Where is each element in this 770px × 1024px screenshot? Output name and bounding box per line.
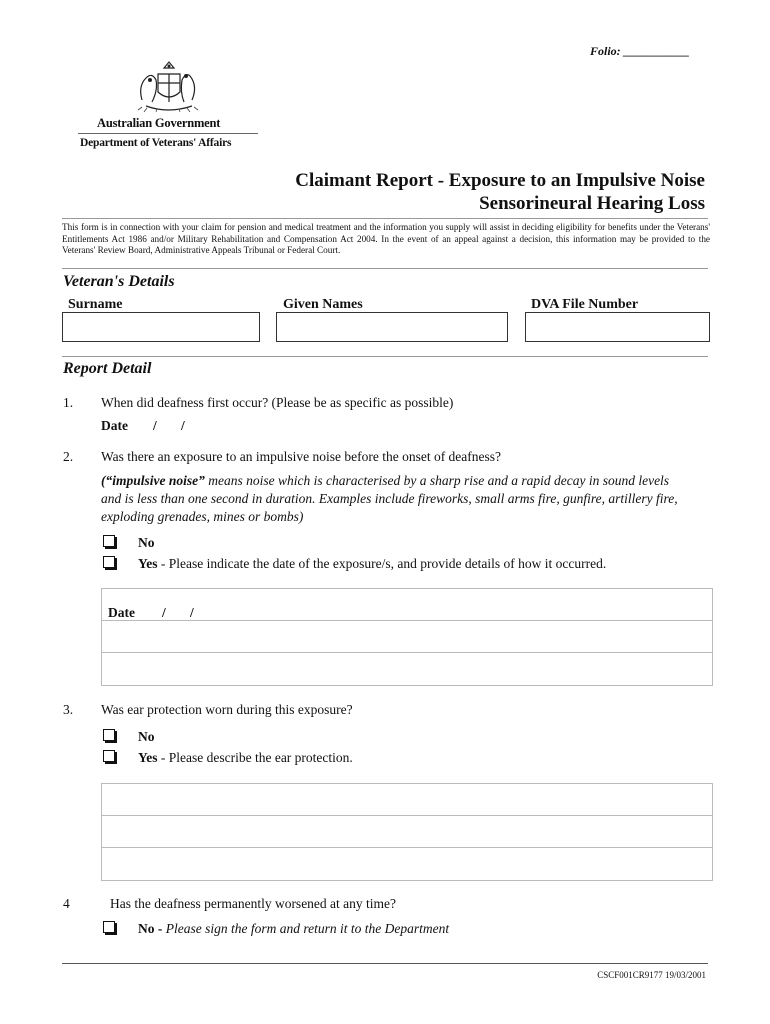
title-divider: [62, 218, 708, 219]
definition-term: (“impulsive noise”: [101, 473, 205, 488]
question-3-number: 3.: [63, 702, 74, 717]
section-divider: [62, 356, 708, 357]
question-2-number: 2.: [63, 449, 74, 464]
q3-no-label: No: [138, 729, 155, 744]
table-row[interactable]: [102, 784, 712, 816]
form-subtitle: Sensorineural Hearing Loss: [479, 193, 705, 214]
question-3-text: Was ear protection worn during this exposure?: [101, 702, 353, 717]
q3-yes-checkbox[interactable]: [103, 750, 115, 762]
table-row[interactable]: [102, 589, 712, 621]
question-1-text: When did deafness first occur? (Please be as specific as possible): [101, 395, 454, 410]
surname-label: Surname: [68, 297, 123, 312]
surname-field[interactable]: [62, 312, 260, 342]
q2-yes-label: Yes: [138, 556, 158, 571]
question-4-text: Has the deafness permanently worsened at any time?: [110, 896, 397, 911]
q2-no-checkbox[interactable]: [103, 535, 115, 547]
exposure-date-label: Date: [108, 605, 135, 620]
table-row[interactable]: [102, 653, 712, 685]
coat-of-arms-logo: [128, 60, 210, 118]
form-code: CSCF001CR9177 19/03/2001: [597, 970, 706, 980]
intro-text: This form is in connection with your claim for pension and medical treatment and the information you supply will assist in deciding eligibility for benefits under the Veterans' Entitlements Act 1986 and/or Military Rehabilitation and Compensation Act 2004. In the event of an appeal against a decision, this information may be provided to the Veterans' Review Board, Administrative Appeals Tribunal or Federal Court.: [62, 222, 710, 255]
folio-label: Folio: ___________: [590, 44, 690, 58]
q2-yes-checkbox[interactable]: [103, 556, 115, 568]
given-names-field[interactable]: [276, 312, 508, 342]
footer-divider: [62, 963, 708, 964]
date-separator: /: [190, 605, 194, 620]
table-row[interactable]: [102, 621, 712, 653]
form-title: Claimant Report - Exposure to an Impulsive Noise: [295, 170, 705, 191]
date-separator: /: [181, 418, 185, 433]
q4-no-checkbox[interactable]: [103, 921, 115, 933]
q3-yes-option: [138, 750, 353, 766]
q3-yes-label: Yes: [138, 750, 158, 765]
ear-protection-table[interactable]: [101, 783, 713, 881]
question-1-date-label: Date: [101, 418, 128, 433]
table-row[interactable]: [102, 816, 712, 848]
exposure-details-table[interactable]: [101, 588, 713, 686]
q3-yes-instruction: - Please describe the ear protection.: [157, 750, 353, 765]
q4-no-instruction: Please sign the form and return it to the Department: [162, 921, 450, 936]
impulsive-noise-definition: [101, 472, 691, 526]
question-4-number: 4: [63, 896, 70, 911]
q4-no-option: [138, 921, 449, 937]
table-row[interactable]: [102, 848, 712, 880]
q4-no-label: No -: [138, 921, 163, 936]
q2-no-label: No: [138, 535, 155, 550]
date-separator: /: [162, 605, 166, 620]
q2-yes-option: [138, 556, 606, 572]
intro-divider: [62, 268, 708, 269]
definition-text: means noise which is characterised by a sharp rise and a rapid decay in sound levels and is less than one second in duration. Examples include fireworks, small arms fire, gunfire, artillery fire, exploding grenades, mines or bombs): [101, 473, 678, 524]
dva-file-number-field[interactable]: [525, 312, 710, 342]
veteran-details-heading: Veteran's Details: [63, 273, 175, 290]
government-name: Australian Government: [97, 116, 221, 130]
question-2-text: Was there an exposure to an impulsive noise before the onset of deafness?: [101, 449, 502, 464]
q3-no-checkbox[interactable]: [103, 729, 115, 741]
report-detail-heading: Report Detail: [63, 360, 152, 377]
given-names-label: Given Names: [283, 297, 363, 312]
department-name: Department of Veterans' Affairs: [80, 137, 232, 149]
dva-file-number-label: DVA File Number: [531, 297, 639, 312]
question-1-number: 1.: [63, 395, 74, 410]
date-separator: /: [153, 418, 157, 433]
q2-yes-instruction: - Please indicate the date of the exposure/s, and provide details of how it occurred.: [157, 556, 607, 571]
logo-divider: [78, 133, 258, 134]
